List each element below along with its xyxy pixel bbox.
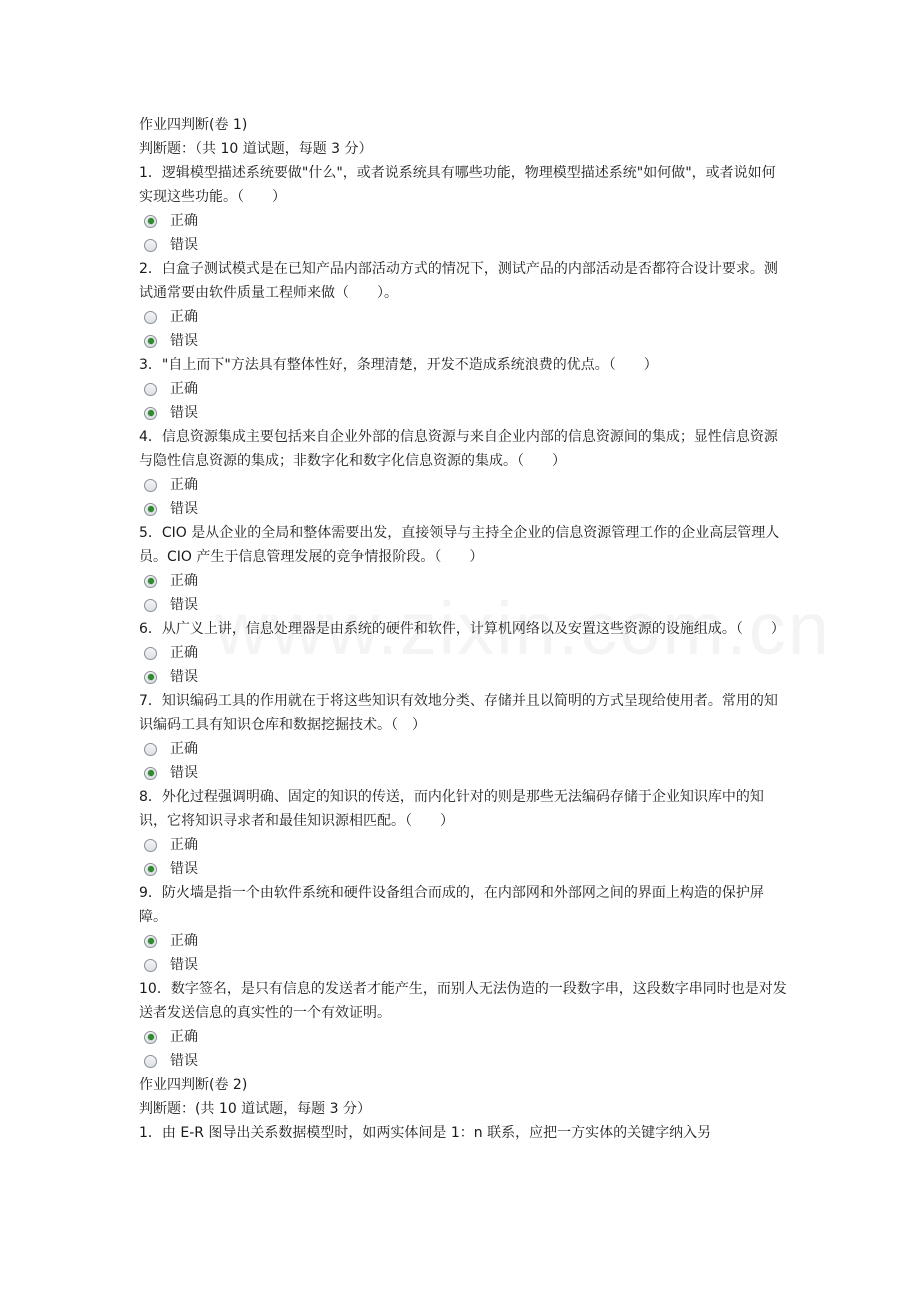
- radio-button[interactable]: [144, 935, 157, 948]
- radio-dot-icon: [148, 674, 154, 680]
- option-label: 正确: [170, 381, 198, 397]
- question-text: 4．信息资源集成主要包括来自企业外部的信息资源与来自企业内部的信息资源间的集成；显性信息资源与隐性信息资源的集成；非数字化和数字化信息资源的集成。（ ）: [139, 429, 778, 469]
- radio-button[interactable]: [144, 575, 157, 588]
- option-label: 错误: [170, 597, 198, 613]
- question-text: 1．由 E-R 图导出关系数据模型时，如两实体间是 1：n 联系，应把一方实体的关键字纳入另: [139, 1125, 712, 1141]
- option-label: 正确: [170, 837, 198, 853]
- option-correct[interactable]: [139, 641, 789, 665]
- option-wrong[interactable]: [139, 1049, 789, 1073]
- option-wrong[interactable]: [139, 233, 789, 257]
- radio-button[interactable]: [144, 335, 157, 348]
- question-item: [139, 881, 789, 977]
- option-label: 正确: [170, 933, 198, 949]
- radio-button[interactable]: [144, 239, 157, 252]
- section-title: 作业四判断(卷 1): [139, 117, 248, 133]
- radio-dot-icon: [148, 866, 154, 872]
- radio-dot-icon: [148, 938, 154, 944]
- question-item: [139, 689, 789, 785]
- option-correct[interactable]: [139, 305, 789, 329]
- radio-dot-icon: [148, 578, 154, 584]
- radio-button[interactable]: [144, 503, 157, 516]
- radio-button[interactable]: [144, 407, 157, 420]
- question-item: [139, 617, 789, 689]
- radio-button[interactable]: [144, 839, 157, 852]
- radio-button[interactable]: [144, 1055, 157, 1068]
- question-item: [139, 425, 789, 521]
- option-correct[interactable]: [139, 377, 789, 401]
- radio-button[interactable]: [144, 647, 157, 660]
- question-text: 7．知识编码工具的作用就在于将这些知识有效地分类、存储并且以简明的方式呈现给使用者。常用的知识编码工具有知识仓库和数据挖掘技术。（ ）: [139, 693, 778, 733]
- option-correct[interactable]: [139, 1025, 789, 1049]
- radio-button[interactable]: [144, 311, 157, 324]
- option-correct[interactable]: [139, 473, 789, 497]
- section-title: 作业四判断(卷 2): [139, 1077, 248, 1093]
- option-label: 正确: [170, 741, 198, 757]
- question-text: 8．外化过程强调明确、固定的知识的传送，而内化针对的则是那些无法编码存储于企业知识库中的知识，它将知识寻求者和最佳知识源相匹配。（ ）: [139, 789, 764, 829]
- question-text: 3．"自上而下"方法具有整体性好，条理清楚，开发不造成系统浪费的优点。（ ）: [139, 357, 658, 373]
- question-item: [139, 161, 789, 257]
- radio-dot-icon: [148, 338, 154, 344]
- radio-dot-icon: [148, 410, 154, 416]
- option-label: 错误: [170, 669, 198, 685]
- option-wrong[interactable]: [139, 329, 789, 353]
- option-label: 正确: [170, 309, 198, 325]
- radio-dot-icon: [148, 770, 154, 776]
- option-wrong[interactable]: [139, 665, 789, 689]
- question-text: 9．防火墙是指一个由软件系统和硬件设备组合而成的，在内部网和外部网之间的界面上构造的保护屏障。: [139, 885, 764, 925]
- option-label: 错误: [170, 765, 198, 781]
- option-wrong[interactable]: [139, 953, 789, 977]
- question-list: [139, 161, 789, 1073]
- option-label: 错误: [170, 861, 198, 877]
- question-text: 2．白盒子测试模式是在已知产品内部活动方式的情况下，测试产品的内部活动是否都符合设计要求。测试通常要由软件质量工程师来做（ ）。: [139, 261, 778, 301]
- section-subtitle: 判断题：（共 10 道试题，每题 3 分）: [139, 141, 373, 157]
- option-wrong[interactable]: [139, 401, 789, 425]
- option-correct[interactable]: [139, 833, 789, 857]
- question-text: 6．从广义上讲，信息处理器是由系统的硬件和软件，计算机网络以及安置这些资源的设施组成。（ ）: [139, 621, 785, 637]
- question-text: 5．CIO 是从企业的全局和整体需要出发，直接领导与主持全企业的信息资源管理工作的企业高层管理人员。CIO 产生于信息管理发展的竞争情报阶段。（ ）: [139, 525, 780, 565]
- radio-button[interactable]: [144, 215, 157, 228]
- option-label: 错误: [170, 237, 198, 253]
- radio-button[interactable]: [144, 383, 157, 396]
- option-correct[interactable]: [139, 569, 789, 593]
- section-subtitle: 判断题：(共 10 道试题，每题 3 分）: [139, 1101, 371, 1117]
- option-label: 错误: [170, 957, 198, 973]
- question-item: [139, 353, 789, 425]
- option-label: 错误: [170, 1053, 198, 1069]
- question-text: 1．逻辑模型描述系统要做"什么"，或者说系统具有哪些功能，物理模型描述系统"如何做"，或者说如何实现这些功能。（ ）: [139, 165, 776, 205]
- option-correct[interactable]: [139, 737, 789, 761]
- option-label: 正确: [170, 645, 198, 661]
- option-correct[interactable]: [139, 209, 789, 233]
- question-item: [139, 257, 789, 353]
- option-label: 错误: [170, 501, 198, 517]
- option-label: 错误: [170, 333, 198, 349]
- option-wrong[interactable]: [139, 497, 789, 521]
- option-correct[interactable]: [139, 929, 789, 953]
- question-item: [139, 785, 789, 881]
- question-text: 10．数字签名，是只有信息的发送者才能产生，而别人无法伪造的一段数字串，这段数字串同时也是对发送者发送信息的真实性的一个有效证明。: [139, 981, 787, 1021]
- radio-button[interactable]: [144, 767, 157, 780]
- option-wrong[interactable]: [139, 593, 789, 617]
- option-wrong[interactable]: [139, 857, 789, 881]
- radio-button[interactable]: [144, 479, 157, 492]
- question-item: [139, 521, 789, 617]
- radio-button[interactable]: [144, 863, 157, 876]
- radio-button[interactable]: [144, 671, 157, 684]
- document-page: [139, 113, 789, 1145]
- radio-dot-icon: [148, 218, 154, 224]
- option-label: 正确: [170, 213, 198, 229]
- radio-dot-icon: [148, 506, 154, 512]
- option-label: 错误: [170, 405, 198, 421]
- option-label: 正确: [170, 477, 198, 493]
- radio-button[interactable]: [144, 743, 157, 756]
- radio-button[interactable]: [144, 599, 157, 612]
- question-item: [139, 977, 789, 1073]
- radio-button[interactable]: [144, 1031, 157, 1044]
- radio-dot-icon: [148, 1034, 154, 1040]
- option-wrong[interactable]: [139, 761, 789, 785]
- radio-button[interactable]: [144, 959, 157, 972]
- option-label: 正确: [170, 1029, 198, 1045]
- option-label: 正确: [170, 573, 198, 589]
